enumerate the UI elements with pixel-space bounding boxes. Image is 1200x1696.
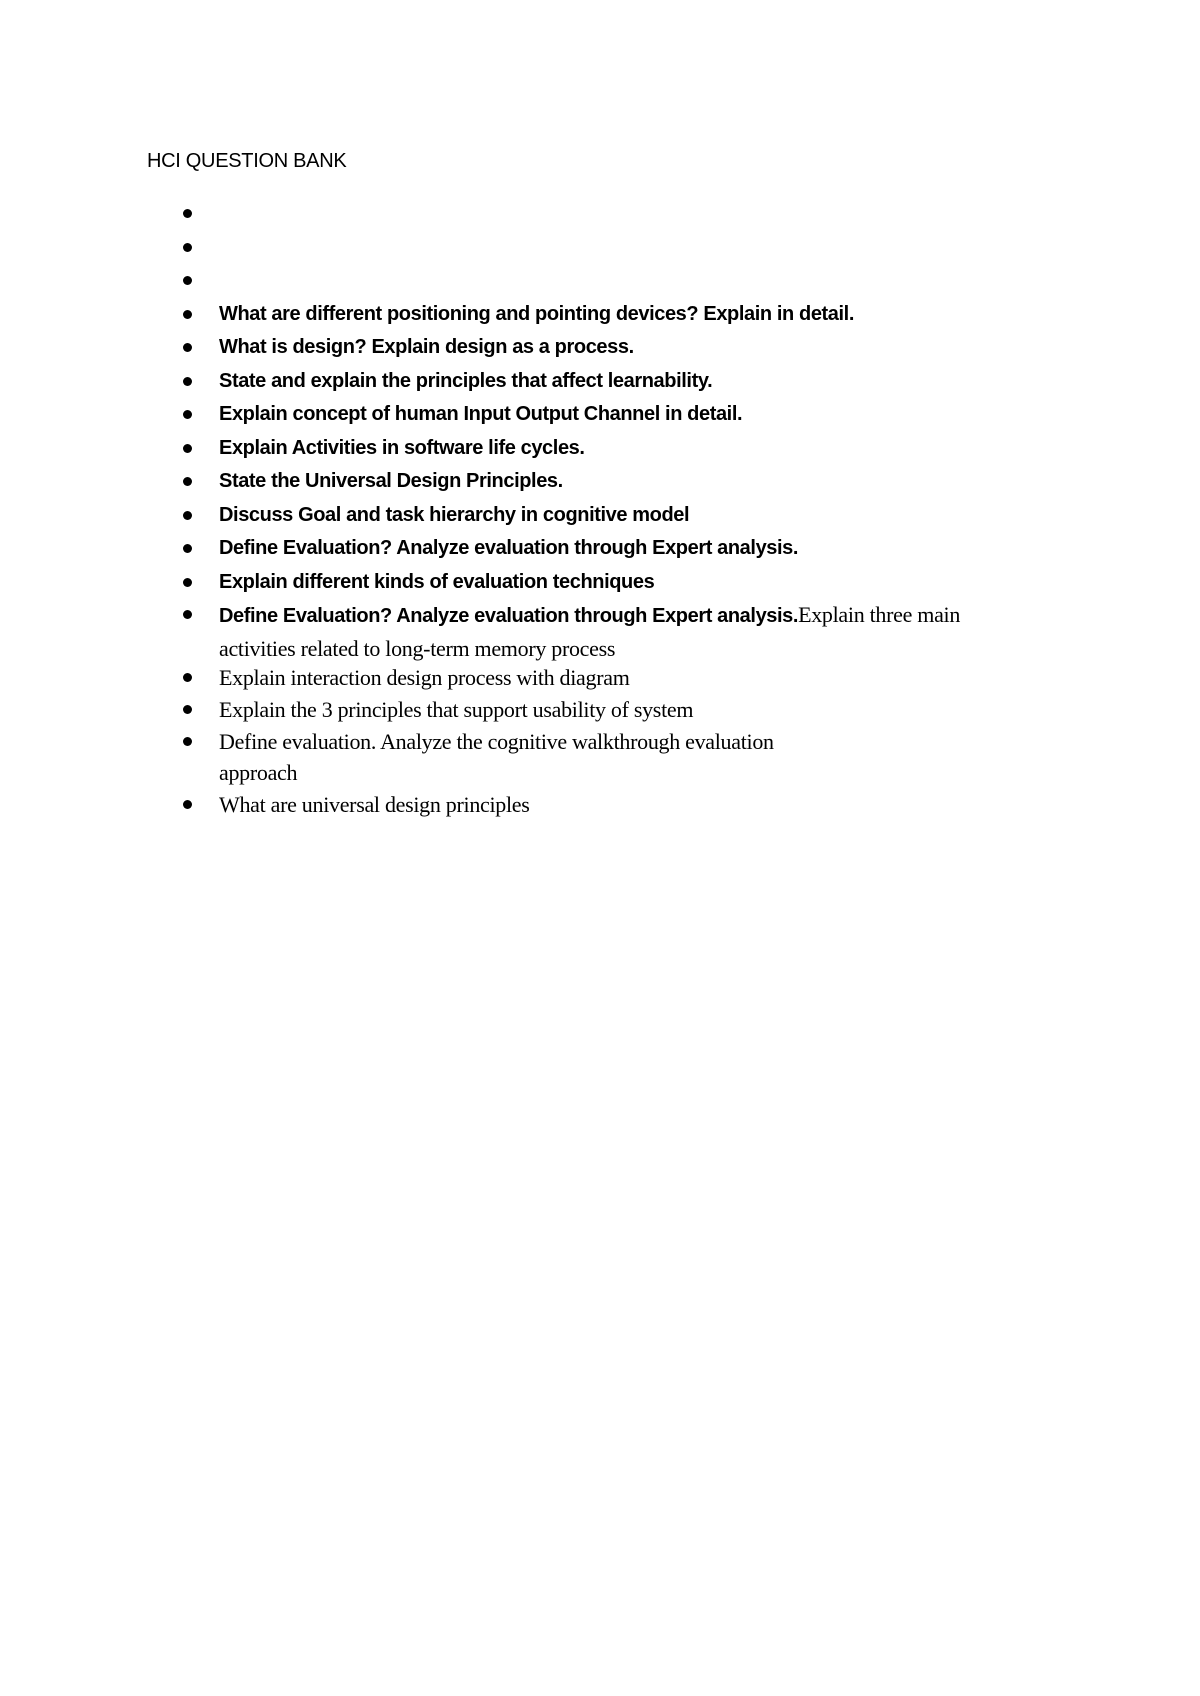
- bullet-icon: [183, 578, 192, 587]
- bullet-icon: [183, 610, 192, 619]
- bullet-icon: [183, 544, 192, 553]
- question-text: Explain different kinds of evaluation techniques: [219, 570, 655, 593]
- list-item: [0, 365, 1200, 399]
- list-item: [0, 398, 1200, 432]
- question-text: What is design? Explain design as a process.: [219, 336, 634, 358]
- list-item: [0, 432, 1200, 466]
- question-text: [219, 599, 1119, 664]
- list-item: [0, 197, 1200, 231]
- list-item: [0, 599, 1200, 662]
- list-item: [0, 532, 1200, 566]
- question-text: State the Universal Design Principles.: [219, 470, 563, 492]
- list-item: [0, 566, 1200, 600]
- bullet-icon: [183, 673, 192, 682]
- bullet-icon: [183, 377, 192, 386]
- list-item: [0, 662, 1200, 694]
- question-regular-part: Explain three main: [798, 602, 961, 627]
- list-item: [0, 465, 1200, 499]
- question-continuation: approach: [219, 760, 298, 785]
- bullet-icon: [183, 410, 192, 419]
- question-text: State and explain the principles that affect learnability.: [219, 369, 713, 392]
- bullet-icon: [183, 511, 192, 520]
- list-item: [0, 694, 1200, 726]
- question-text: Explain interaction design process with diagram: [219, 665, 630, 690]
- question-text: Discuss Goal and task hierarchy in cognitive model: [219, 503, 690, 526]
- question-text: [219, 726, 1119, 788]
- question-text: Explain Activities in software life cycles.: [219, 436, 585, 459]
- bullet-icon: [183, 343, 192, 352]
- list-item: [0, 231, 1200, 265]
- list-item: [0, 499, 1200, 533]
- bullet-icon: [183, 800, 192, 809]
- question-line: [219, 599, 1119, 633]
- bullet-icon: [183, 444, 192, 453]
- bullet-icon: [183, 310, 192, 319]
- document-title: HCI QUESTION BANK: [147, 150, 347, 172]
- bullet-icon: [183, 209, 192, 218]
- list-item: [0, 789, 1200, 821]
- question-text: What are different positioning and pointing devices? Explain in detail.: [219, 302, 854, 325]
- bullet-icon: [183, 737, 192, 746]
- bullet-icon: [183, 243, 192, 252]
- bullet-icon: [183, 276, 192, 285]
- question-line: Define evaluation. Analyze the cognitive walkthrough evaluation: [219, 729, 774, 754]
- bullet-icon: [183, 705, 192, 714]
- list-item: [0, 726, 1200, 789]
- list-item: [0, 331, 1200, 365]
- question-text: Define Evaluation? Analyze evaluation through Expert analysis.: [219, 537, 799, 559]
- bullet-icon: [183, 477, 192, 486]
- question-bold-part: Define Evaluation? Analyze evaluation through Expert analysis.: [219, 605, 799, 627]
- list-item: [0, 298, 1200, 332]
- question-continuation: activities related to long-term memory process: [219, 636, 616, 661]
- question-text: Explain concept of human Input Output Channel in detail.: [219, 403, 743, 425]
- question-text: Explain the 3 principles that support usability of system: [219, 697, 694, 722]
- question-text: What are universal design principles: [219, 792, 530, 817]
- question-list: [0, 197, 1200, 821]
- list-item: [0, 264, 1200, 298]
